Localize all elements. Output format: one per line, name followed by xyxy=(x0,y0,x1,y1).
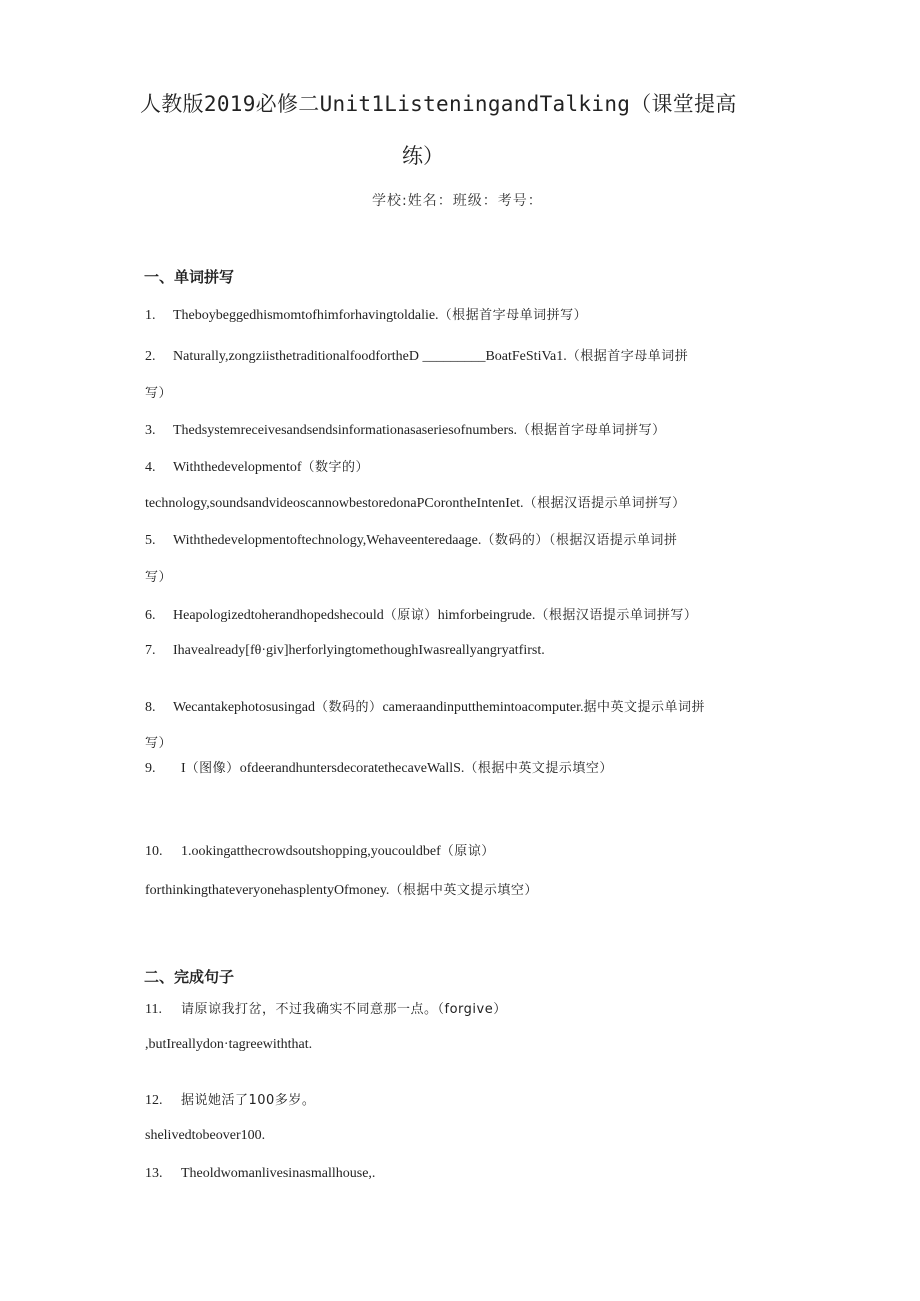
question-9: 9. I（图像）ofdeerandhuntersdecoratethecaveWallS.（根据中英文提示填空） xyxy=(145,761,613,776)
question-4-continued: technology,soundsandvideoscannowbestoredonaPCorontheIntenIet.（根据汉语提示单词拼写） xyxy=(145,496,686,511)
question-2-continued: 写） xyxy=(145,386,173,401)
question-11-continued: ,butIreallydon·tagreewiththat. xyxy=(145,1037,313,1052)
question-3: 3. Thedsystemreceivesandsendsinformationasaseriesofnumbers.（根据首字母单词拼写） xyxy=(145,423,666,438)
section-heading-complete-sentences: 二、完成句子 xyxy=(144,968,235,986)
question-6: 6. Heapologizedtoherandhopedshecould（原谅）himforbeingrude.（根据汉语提示单词拼写） xyxy=(145,608,698,623)
question-8: 8. Wecantakephotosusingad（数码的）cameraandinputthemintoacomputer.据中英文提示单词拼 xyxy=(145,700,705,715)
question-8-continued: 写） xyxy=(145,736,173,751)
question-4: 4. Withthedevelopmentof（数字的） xyxy=(145,460,370,475)
question-7: 7. Ihavealready[fθ·giv]herforlyingtomethoughIwasreallyangryatfirst. xyxy=(145,643,545,658)
document-title-continued: 练） xyxy=(402,144,444,168)
question-5: 5. Withthedevelopmentoftechnology,Wehaveenteredaage.（数码的）（根据汉语提示单词拼 xyxy=(145,533,678,548)
question-13: 13. Theoldwomanlivesinasmallhouse,. xyxy=(145,1166,376,1181)
question-1: 1. Theboybeggedhismomtofhimforhavingtoldalie.（根据首字母单词拼写） xyxy=(145,308,588,323)
question-12-continued: shelivedtobeover100. xyxy=(145,1128,266,1143)
question-10-continued: forthinkingthateveryonehasplentyOfmoney.（根据中英文提示填空） xyxy=(145,883,538,898)
question-12: 12. 据说她活了100多岁。 xyxy=(145,1093,316,1108)
question-2: 2. Naturally,zongziisthetraditionalfoodfortheD _________BoatFeStiVa1.（根据首字母单词拼 xyxy=(145,349,689,364)
question-5-continued: 写） xyxy=(145,570,173,585)
section-heading-word-spelling: 一、单词拼写 xyxy=(144,268,235,286)
student-info-line: 学校:姓名：班级：考号： xyxy=(372,193,543,209)
question-11: 11. 请原谅我打岔，不过我确实不同意那一点。（forgive） xyxy=(145,1002,507,1017)
question-10: 10. 1.ookingatthecrowdsoutshopping,youcouldbef（原谅） xyxy=(145,844,495,859)
document-title: 人教版2019必修二Unit1ListeningandTalking（课堂提高 xyxy=(140,92,737,116)
